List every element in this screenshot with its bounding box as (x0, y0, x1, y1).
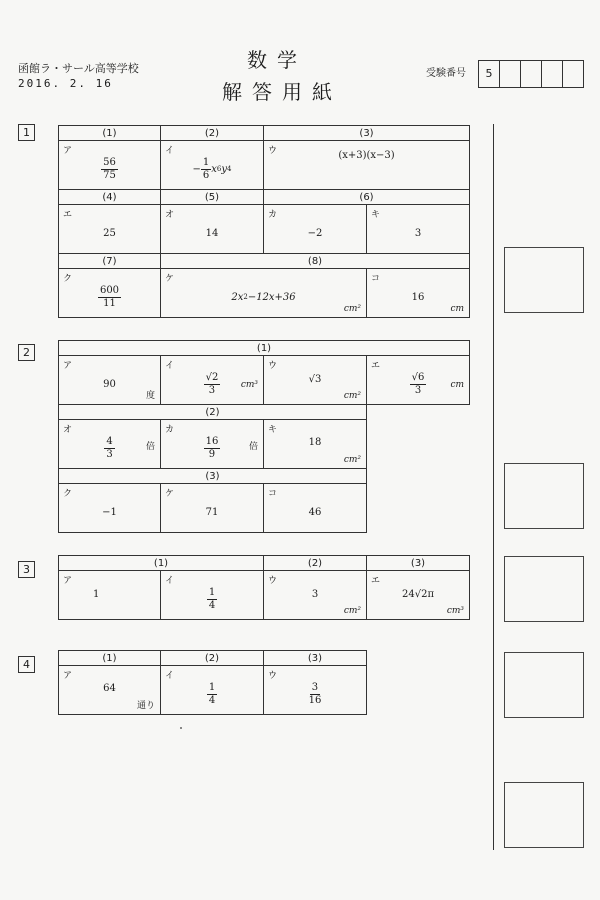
kana-label: エ (371, 576, 381, 586)
score-box-q1[interactable] (504, 247, 584, 313)
answer-value: 71 (205, 506, 219, 518)
score-box-q4[interactable] (504, 652, 584, 718)
answer-value: 46 (308, 506, 322, 518)
page-subtitle: 解答用紙 (222, 80, 342, 104)
header-cell: (7) (59, 254, 161, 269)
fraction: $\frac{600}{11}$ (99, 285, 120, 309)
answer-value: 90 (103, 378, 116, 390)
answer-cell-ke[interactable] (161, 484, 264, 533)
answer-cell-ko[interactable] (264, 484, 367, 533)
header-cell: (1) (59, 126, 161, 141)
header-cell: (3) (367, 556, 470, 571)
answer-table-q4 (58, 650, 367, 715)
exam-number-boxes[interactable] (478, 60, 584, 88)
kana-label: ケ (165, 489, 175, 499)
score-box-q2[interactable] (504, 463, 584, 529)
answer-cell-u[interactable] (264, 571, 367, 620)
answer-table-q1 (58, 125, 470, 318)
page-title: 数学 (247, 48, 307, 72)
header-cell: (8) (161, 254, 470, 269)
unit-label: cm³ (240, 380, 258, 390)
answer-cell-e[interactable] (367, 571, 470, 620)
kana-label: ク (63, 489, 73, 499)
kana-label: イ (165, 671, 175, 681)
unit-label: cm³ (446, 606, 465, 616)
answer-cell-ka[interactable] (161, 420, 264, 469)
kana-label: ク (63, 274, 73, 284)
unit-label: cm² (343, 606, 362, 616)
expression: 2x 2 −12x+36 (231, 291, 296, 303)
answer-value: 1 (93, 588, 100, 600)
fraction: $\frac{4}{3}$ (106, 436, 113, 460)
unit-label: cm (450, 304, 465, 314)
kana-label: コ (371, 274, 381, 284)
answer-cell-a[interactable] (59, 571, 161, 620)
answer-cell-i[interactable] (161, 141, 264, 190)
header-cell: (5) (161, 190, 264, 205)
exam-number-digit[interactable] (499, 61, 520, 87)
exam-number-label: 受験番号 (426, 68, 466, 79)
answer-value: (x+3)(x−3) (338, 149, 395, 161)
answer-cell-o[interactable] (161, 205, 264, 254)
score-column-divider (493, 124, 494, 850)
unit-label: 倍 (145, 442, 155, 452)
answer-value: −2 (307, 227, 323, 239)
exam-number-digit[interactable] (520, 61, 541, 87)
kana-label: キ (268, 425, 278, 435)
answer-cell-ku[interactable] (59, 484, 161, 533)
kana-label: ア (63, 576, 73, 586)
kana-label: エ (371, 361, 381, 371)
unit-label: cm² (343, 304, 361, 314)
answer-value: 3 (414, 227, 422, 239)
kana-label: オ (165, 210, 175, 220)
unit-label: cm² (343, 455, 361, 465)
header-cell: (1) (59, 341, 470, 356)
kana-label: コ (268, 489, 278, 499)
answer-cell-i[interactable] (161, 356, 264, 405)
answer-cell-ki[interactable] (264, 420, 367, 469)
fraction: $\frac{1}{4}$ (208, 587, 216, 611)
exam-number-digit[interactable] (541, 61, 562, 87)
header-cell: (6) (264, 190, 470, 205)
fraction: $\frac{√2}{3}$ (205, 372, 219, 396)
answer-cell-u[interactable] (264, 141, 470, 190)
kana-label: オ (63, 425, 73, 435)
kana-label: ア (63, 361, 73, 371)
stray-mark (180, 727, 182, 729)
fraction: $\frac{√6}{3}$ (411, 372, 425, 396)
fraction: $\frac{56}{75}$ (103, 157, 116, 181)
answer-cell-ke[interactable] (161, 269, 367, 318)
answer-value: √3 (308, 373, 322, 385)
header-cell: (2) (59, 405, 367, 420)
answer-cell-ko[interactable] (367, 269, 470, 318)
unit-label: cm (450, 380, 465, 390)
answer-cell-a[interactable] (59, 141, 161, 190)
answer-value: 24√2π (402, 588, 435, 600)
kana-label: ア (63, 146, 73, 156)
answer-cell-e[interactable] (59, 205, 161, 254)
kana-label: ウ (268, 576, 278, 586)
kana-label: イ (165, 576, 175, 586)
fraction: $\frac{16}{9}$ (205, 436, 219, 460)
question-number-4: 4 (18, 656, 35, 673)
score-box-q3[interactable] (504, 556, 584, 622)
answer-table-q3 (58, 555, 470, 620)
answer-cell-e[interactable] (367, 356, 470, 405)
score-box-total[interactable] (504, 782, 584, 848)
answer-value: 64 (103, 682, 116, 694)
header-cell: (2) (264, 556, 367, 571)
kana-label: ウ (268, 146, 278, 156)
answer-value: 16 (411, 291, 425, 303)
unit-label: cm² (343, 391, 361, 401)
header-cell: (4) (59, 190, 161, 205)
answer-cell-ki[interactable] (367, 205, 470, 254)
expression: − $\frac{1}{6}$ x 6 y 4 (192, 157, 232, 181)
kana-label: エ (63, 210, 73, 220)
kana-label: ウ (268, 361, 278, 371)
unit-label: 通り (136, 701, 155, 711)
kana-label: イ (165, 146, 175, 156)
header-cell: (1) (59, 556, 264, 571)
answer-value: 18 (308, 436, 322, 448)
answer-value: 3 (311, 588, 319, 600)
fraction: $\frac{3}{16}$ (308, 682, 322, 706)
answer-value: 25 (103, 227, 116, 239)
answer-value: 14 (205, 227, 219, 239)
unit-label: 倍 (248, 442, 258, 452)
header-cell: (2) (161, 126, 264, 141)
empty-space (367, 484, 470, 533)
unit-label: 度 (145, 391, 155, 401)
question-number-1: 1 (18, 124, 35, 141)
empty-space (367, 420, 470, 469)
answer-table-q2 (58, 340, 470, 533)
answer-cell-i[interactable] (161, 571, 264, 620)
question-number-2: 2 (18, 344, 35, 361)
kana-label: カ (268, 210, 278, 220)
header-cell: (3) (264, 126, 470, 141)
exam-number-digit[interactable]: 5 (485, 67, 493, 80)
header-cell: (3) (59, 469, 367, 484)
kana-label: キ (371, 210, 381, 220)
school-name: 函館ラ・サール高等学校 (18, 62, 139, 75)
fraction: $\frac{1}{4}$ (208, 682, 216, 706)
answer-cell-a[interactable] (59, 356, 161, 405)
header-cell: (2) (161, 651, 264, 666)
empty-space (367, 469, 470, 484)
kana-label: イ (165, 361, 175, 371)
kana-label: ウ (268, 671, 278, 681)
exam-date: 2016. 2. 16 (18, 77, 113, 90)
answer-cell-a[interactable] (59, 666, 161, 715)
header-cell: (1) (59, 651, 161, 666)
question-number-3: 3 (18, 561, 35, 578)
kana-label: カ (165, 425, 175, 435)
answer-cell-o[interactable] (59, 420, 161, 469)
empty-space (367, 405, 470, 420)
answer-cell-ku[interactable] (59, 269, 161, 318)
kana-label: ア (63, 671, 73, 681)
answer-cell-i[interactable] (161, 666, 264, 715)
kana-label: ケ (165, 274, 175, 284)
answer-cell-u[interactable] (264, 666, 367, 715)
exam-number-digit[interactable] (562, 61, 583, 87)
answer-cell-u[interactable] (264, 356, 367, 405)
answer-value: −1 (102, 506, 117, 518)
answer-cell-ka[interactable] (264, 205, 367, 254)
header-cell: (3) (264, 651, 367, 666)
